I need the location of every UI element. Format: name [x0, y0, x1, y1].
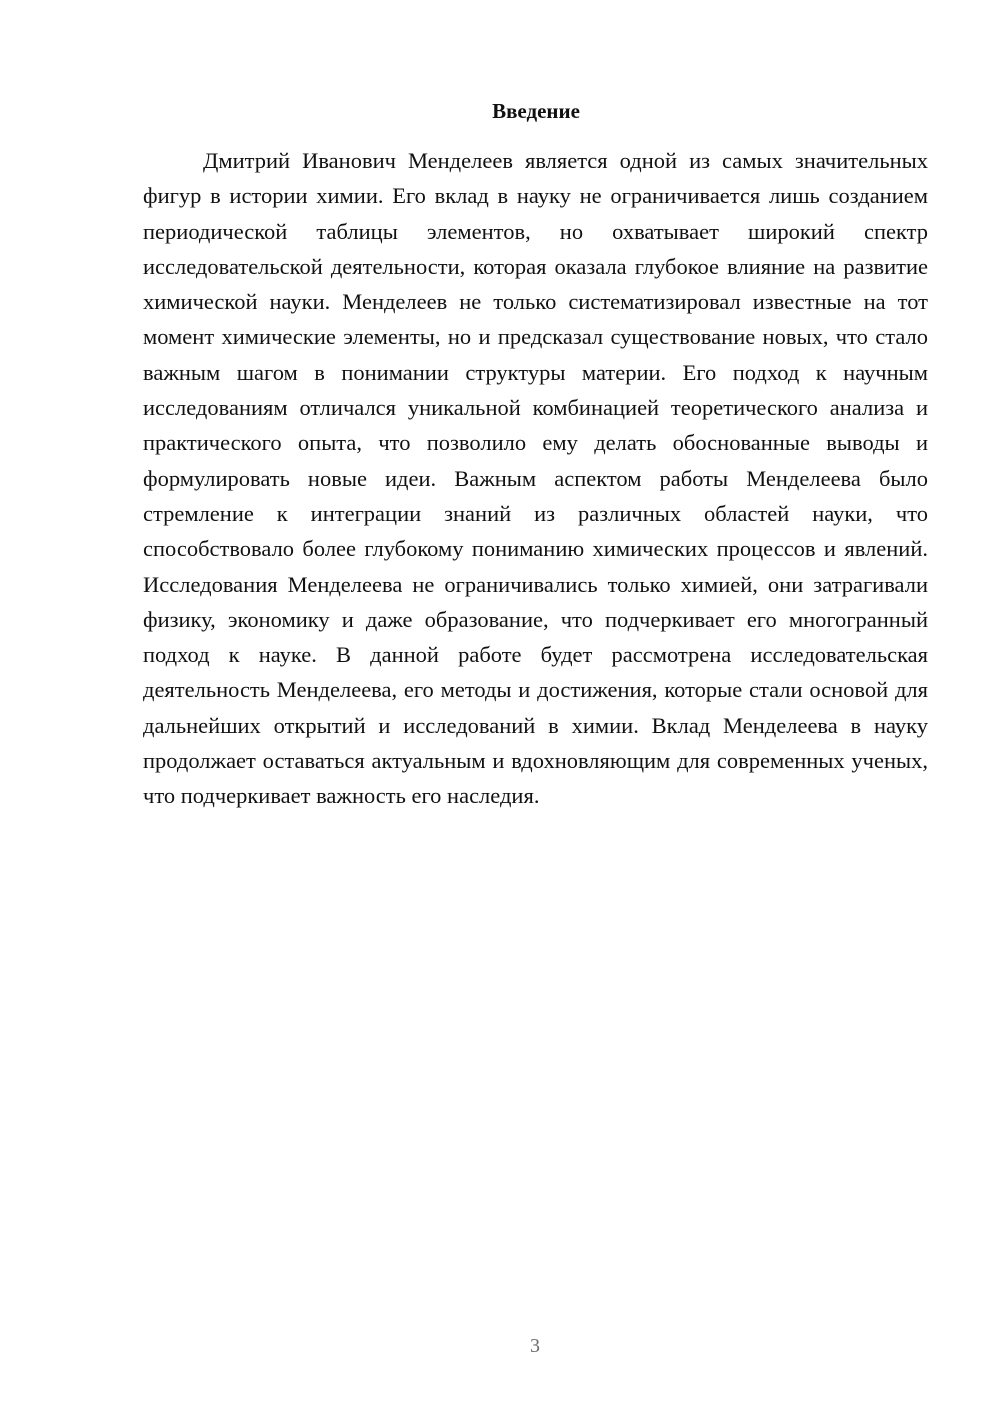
- page-number: 3: [530, 1335, 540, 1357]
- section-heading: Введение: [492, 99, 580, 123]
- intro-paragraph: Дмитрий Иванович Менделеев является одной из самых значительных фигур в истории химии. Его вклад в науку не ограничивается лишь созданием периодической таблицы элементов, но охватывает широкий спектр исследовательской деятельности, которая оказала глубокое влияние на развитие химической науки. Менделеев не только систематизировал известные на тот момент химические элементы, но и предсказал существование новых, что стало важным шагом в понимании структуры материи. Его подход к научным исследованиям отличался уникальной комбинацией теоретического анализа и практического опыта, что позволило ему делать обоснованные выводы и формулировать новые идеи. Важным аспектом работы Менделеева было стремление к интеграции знаний из различных областей науки, что способствовало более глубокому пониманию химических процессов и явлений. Исследования Менделеева не ограничивались только химией, они затрагивали физику, экономику и даже образование, что подчеркивает его многогранный подход к науке. В данной работе будет рассмотрена исследовательская деятельность Менделеева, его методы и достижения, которые стали основой для дальнейших открытий и исследований в химии. Вклад Менделеева в науку продолжает оставаться актуальным и вдохновляющим для современных ученых, что подчеркивает важность его наследия.: [143, 148, 928, 809]
